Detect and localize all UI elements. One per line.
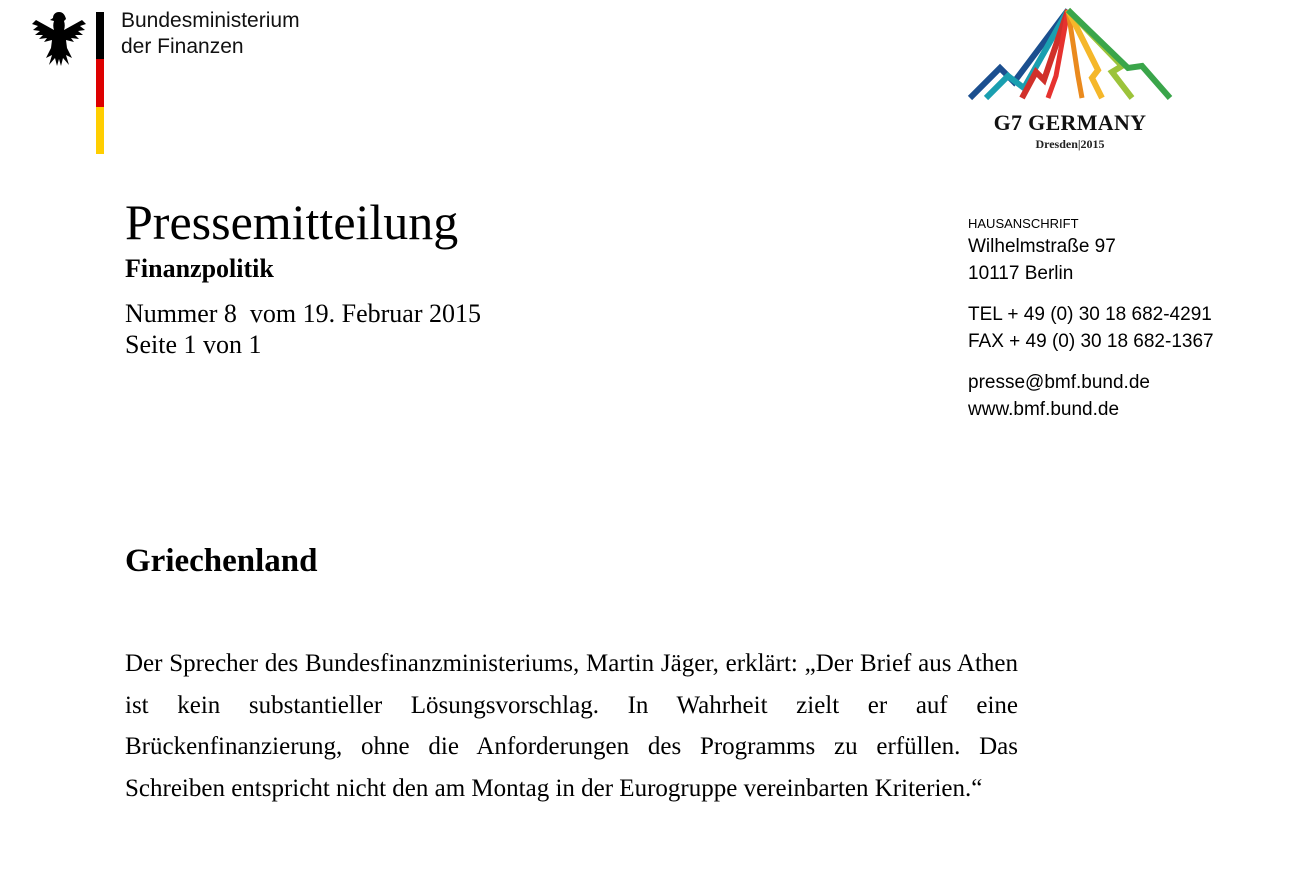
fax: FAX + 49 (0) 30 18 682-1367 xyxy=(968,331,1214,352)
ministry-logo xyxy=(30,8,330,153)
address-street: Wilhelmstraße 97 xyxy=(968,236,1116,257)
federal-eagle-icon xyxy=(30,8,88,70)
ministry-name-line2: der Finanzen xyxy=(121,35,244,58)
section-heading: Griechenland xyxy=(125,543,318,579)
document-title: Pressemitteilung xyxy=(125,194,459,250)
document-meta xyxy=(125,298,481,360)
g7-title: G7 GERMANY xyxy=(993,110,1147,135)
address-label: HAUSANSCHRIFT xyxy=(968,216,1079,231)
g7-germany-logo xyxy=(962,6,1178,156)
address-city: 10117 Berlin xyxy=(968,263,1074,284)
website-link[interactable]: www.bmf.bund.de xyxy=(968,399,1120,420)
g7-mountain-icon xyxy=(962,6,1178,106)
document-subtitle: Finanzpolitik xyxy=(125,254,274,283)
document-number: Nummer 8 vom 19. Februar 2015 xyxy=(125,299,482,328)
body-paragraph: Der Sprecher des Bundesfinanzministeriums, Martin Jäger, erklärt: „Der Brief aus Athen ist kein substantieller Lösungsvorschlag. In Wahrheit zielt er auf eine Brückenfinanzierung, ohne die Anforderungen des Programms zu erfüllen. Das Schreiben entspricht nicht den am Montag in der Eurogruppe vereinbarten Kriterien.“ xyxy=(125,650,1018,802)
contact-block xyxy=(968,215,1214,423)
email-link[interactable]: presse@bmf.bund.de xyxy=(968,372,1150,393)
telephone: TEL + 49 (0) 30 18 682-4291 xyxy=(968,304,1212,325)
ministry-name-line1: Bundesministerium xyxy=(121,9,300,32)
document-page: Seite 1 von 1 xyxy=(125,330,262,359)
ministry-name xyxy=(121,8,300,60)
german-flag-bar xyxy=(96,12,104,154)
g7-subtitle: Dresden|2015 xyxy=(1035,137,1105,151)
document-header xyxy=(125,192,481,360)
